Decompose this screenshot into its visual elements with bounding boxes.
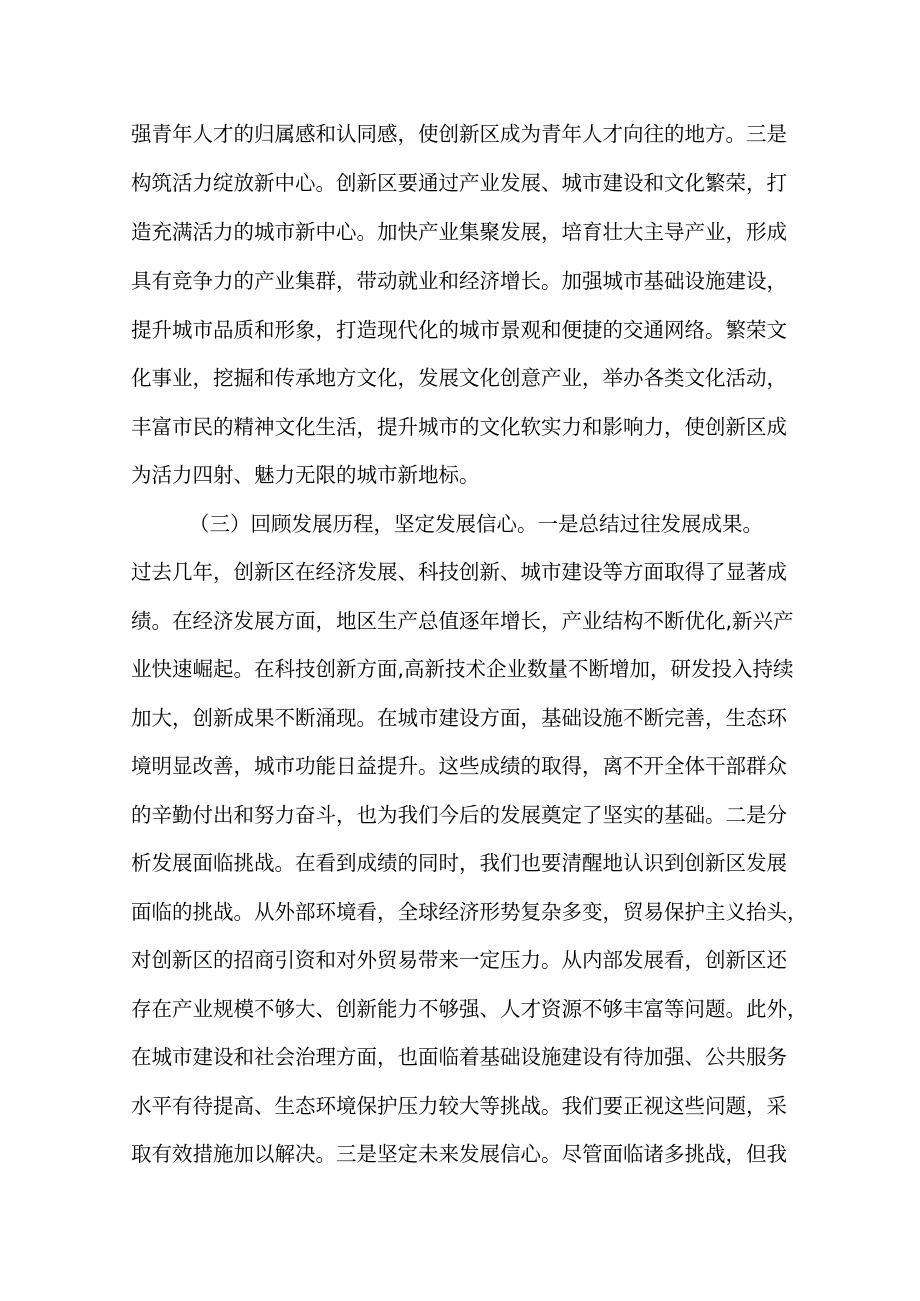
text-line: 对创新区的招商引资和对外贸易带来一定压力。从内部发展看，创新区还 xyxy=(131,948,787,972)
text-line: 面临的挑战。从外部环境看，全球经济形势复杂多变，贸易保护主义抬头， xyxy=(131,900,808,924)
text-line: 在城市建设和社会治理方面，也面临着基础设施建设有待加强、公共服务 xyxy=(131,1045,787,1069)
text-line: 构筑活力绽放新中心。创新区要通过产业发展、城市建设和文化繁荣，打 xyxy=(131,171,787,195)
text-line: 析发展面临挑战。在看到成绩的同时，我们也要清醒地认识到创新区发展 xyxy=(131,851,787,875)
text-line: 的辛勤付出和努力奋斗，也为我们今后的发展奠定了坚实的基础。二是分 xyxy=(131,803,787,827)
text-line: 过去几年，创新区在经济发展、科技创新、城市建设等方面取得了显著成 xyxy=(131,560,787,584)
text-line: 加大，创新成果不断涌现。在城市建设方面，基础设施不断完善，生态环 xyxy=(131,706,787,730)
text-line: 造充满活力的城市新中心。加快产业集聚发展，培育壮大主导产业，形成 xyxy=(131,220,787,244)
text-line: 存在产业规模不够大、创新能力不够强、人才资源不够丰富等问题。此外， xyxy=(131,997,808,1021)
text-line: 取有效措施加以解决。三是坚定未来发展信心。尽管面临诸多挑战，但我 xyxy=(131,1142,787,1166)
text-line: 提升城市品质和形象，打造现代化的城市景观和便捷的交通网络。繁荣文 xyxy=(131,318,787,342)
text-line: 为活力四射、魅力无限的城市新地标。 xyxy=(131,463,480,487)
text-line: 境明显改善，城市功能日益提升。这些成绩的取得，离不开全体干部群众 xyxy=(131,754,787,778)
text-line: 业快速崛起。在科技创新方面,高新技术企业数量不断增加，研发投入持续 xyxy=(131,657,794,681)
text-line: 强青年人才的归属感和认同感，使创新区成为青年人才向往的地方。三是 xyxy=(131,122,787,146)
section-heading-line: （三）回顾发展历程，坚定发展信心。一是总结过往发展成果。 xyxy=(189,512,763,536)
text-line: 绩。在经济发展方面，地区生产总值逐年增长，产业结构不断优化,新兴产 xyxy=(131,609,794,633)
text-line: 具有竞争力的产业集群，带动就业和经济增长。加强城市基础设施建设， xyxy=(131,269,787,293)
text-line: 水平有待提高、生态环境保护压力较大等挑战。我们要正视这些问题，采 xyxy=(131,1094,787,1118)
text-line: 化事业，挖掘和传承地方文化，发展文化创意产业，举办各类文化活动， xyxy=(131,366,787,390)
text-line: 丰富市民的精神文化生活，提升城市的文化软实力和影响力，使创新区成 xyxy=(131,415,787,439)
